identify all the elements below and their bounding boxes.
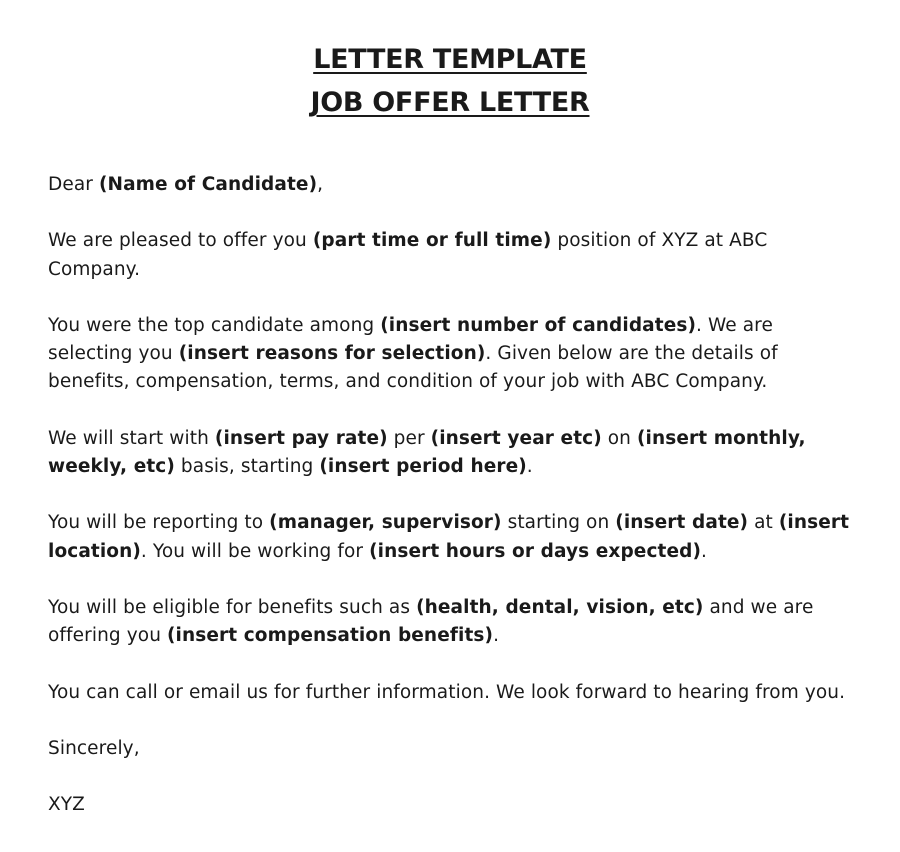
greeting-punctuation: , bbox=[317, 174, 324, 195]
benefits-paragraph bbox=[48, 594, 852, 651]
offer-text-2: position of XYZ at ABC Company. bbox=[48, 230, 768, 280]
greeting-text: Dear bbox=[48, 174, 99, 195]
reporting-text-4: . You will be working for bbox=[140, 540, 370, 562]
title-job-offer-letter: JOB OFFER LETTER bbox=[310, 87, 590, 118]
reporting-text-2: starting on bbox=[501, 512, 616, 534]
selection-paragraph bbox=[48, 312, 852, 397]
title-letter-template: LETTER TEMPLATE bbox=[313, 44, 587, 75]
benefits-text-3: . bbox=[493, 625, 500, 647]
start-period-placeholder: (insert period here) bbox=[319, 456, 527, 478]
selection-text-1: You were the top candidate among bbox=[48, 314, 381, 336]
contact-paragraph: You can call or email us for further information. We look forward to hearing from you. bbox=[48, 681, 846, 703]
reporting-paragraph bbox=[48, 509, 852, 566]
reporting-text-3: at bbox=[748, 512, 779, 534]
pay-text-4: basis, starting bbox=[174, 456, 320, 478]
signature-text: XYZ bbox=[48, 794, 85, 816]
closing-text: Sincerely, bbox=[48, 737, 140, 759]
candidate-name-placeholder: (Name of Candidate) bbox=[98, 174, 318, 195]
location-placeholder: (insert location) bbox=[48, 512, 850, 562]
selection-text-3: . Given below are the details of benefits, compensation, terms, and condition of your job with ABC Company. bbox=[48, 343, 778, 393]
pay-text-2: per bbox=[387, 427, 431, 449]
benefits-types-placeholder: (health, dental, vision, etc) bbox=[416, 596, 704, 618]
pay-paragraph bbox=[48, 425, 852, 482]
manager-placeholder: (manager, supervisor) bbox=[269, 512, 502, 534]
benefits-text-2: and we are offering you bbox=[48, 596, 814, 647]
greeting-paragraph bbox=[48, 171, 852, 199]
pay-text-1: We will start with bbox=[48, 427, 215, 449]
benefits-text-1: You will be eligible for benefits such as bbox=[48, 596, 417, 618]
letter-body bbox=[48, 171, 852, 819]
employment-type-placeholder: (part time or full time) bbox=[312, 230, 552, 252]
candidate-count-placeholder: (insert number of candidates) bbox=[380, 314, 697, 336]
offer-text-1: We are pleased to offer you bbox=[48, 230, 313, 252]
compensation-benefits-placeholder: (insert compensation benefits) bbox=[167, 625, 494, 647]
pay-text-5: . bbox=[526, 456, 533, 478]
letter-header bbox=[48, 0, 852, 124]
selection-reasons-placeholder: (insert reasons for selection) bbox=[178, 343, 486, 365]
pay-frequency-placeholder: (insert monthly, weekly, etc) bbox=[48, 427, 806, 478]
reporting-text-1: You will be reporting to bbox=[48, 512, 270, 534]
pay-text-3: on bbox=[601, 427, 637, 449]
pay-period-placeholder: (insert year etc) bbox=[430, 427, 602, 449]
start-date-placeholder: (insert date) bbox=[615, 512, 749, 534]
offer-paragraph bbox=[48, 227, 852, 284]
selection-text-2: . We are selecting you bbox=[48, 314, 773, 365]
pay-rate-placeholder: (insert pay rate) bbox=[214, 427, 388, 449]
hours-placeholder: (insert hours or days expected) bbox=[369, 540, 702, 562]
reporting-text-5: . bbox=[701, 540, 707, 562]
